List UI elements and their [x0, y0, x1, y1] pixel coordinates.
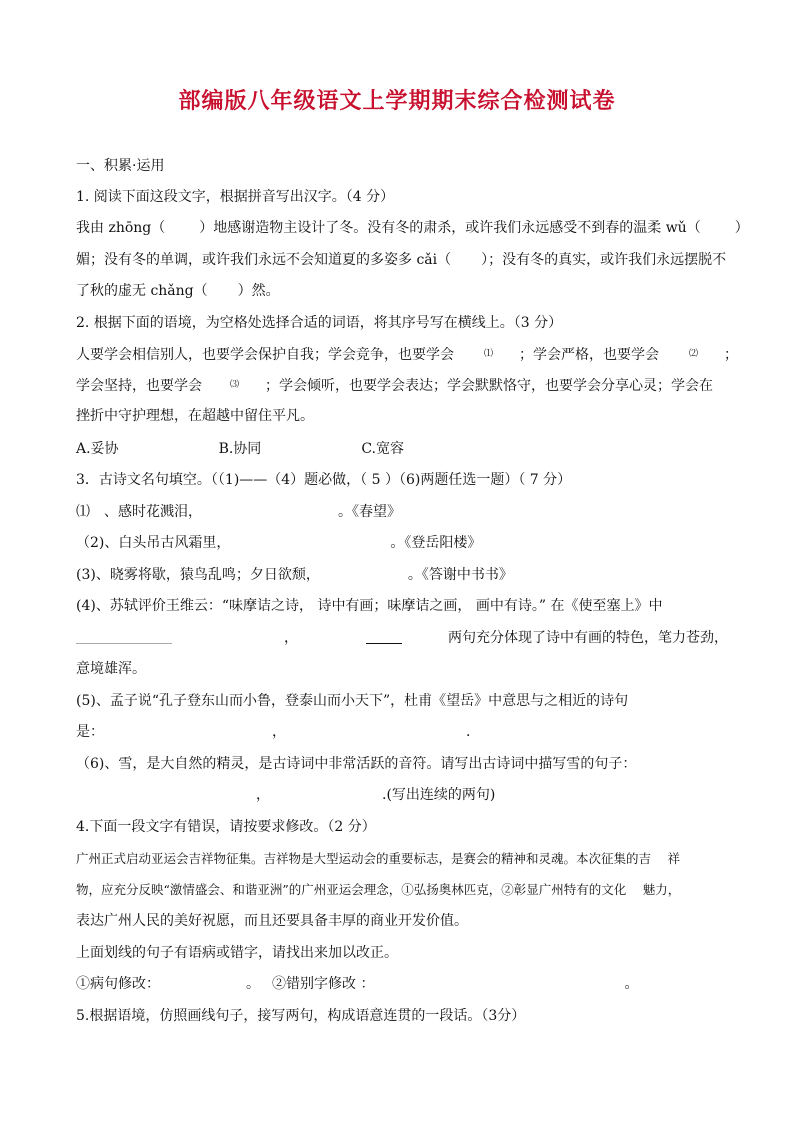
q1-text: 我由 zhōng（: [76, 220, 166, 236]
q5-stem: 5.根据语境，仿照画线句子，接写两句，构成语意连贯的一段话。（3分）: [76, 1008, 526, 1024]
option-c: C.宽容: [361, 441, 404, 457]
q3-item-5-blanks: [76, 722, 726, 742]
q1-text: 了秋的虚无 chǎng（: [76, 283, 208, 299]
q4-instruction: 上面划线的句子有语病或错字，请找出来加以改正。: [76, 945, 398, 961]
q1-stem: 1. 阅读下面这段文字，根据拼音写出汉字。（4 分）: [76, 189, 395, 205]
q3-text: (3)、晓雾将歇，猿鸟乱鸣；夕日欲颓，: [76, 567, 320, 583]
q1-line-2: [76, 250, 726, 270]
q3-text: 。《登岳阳楼》: [390, 535, 482, 551]
q4-answers: [76, 974, 726, 994]
q4-text: 。: [246, 976, 260, 992]
q1-line-3: [76, 281, 726, 301]
q3-item-1: [76, 502, 726, 522]
q3-text: 两句充分体现了诗中有画的特色，笔力苍劲，: [448, 630, 728, 646]
q3-item-2: [76, 533, 726, 553]
q3-item-3: [76, 565, 726, 585]
blank-marker: ⑴: [484, 349, 494, 359]
q2-stem: 2. 根据下面的语境，为空格处选择合适的词语，将其序号写在横线上。（3 分）: [76, 315, 563, 331]
q4-text: 。: [624, 976, 639, 992]
q1-text: ）；没有冬的真实，或许我们永远摆脱不: [481, 252, 727, 268]
option-b: B.协同: [218, 441, 262, 457]
typo-fix-label: ②错别字修改 ：: [272, 976, 375, 992]
q3-text: .: [466, 724, 471, 740]
q2-line-2: [76, 375, 726, 396]
section-heading: 一、积累·运用: [76, 158, 165, 174]
blank-marker: ⑶: [230, 380, 240, 390]
q3-text: 。《答谢中书书》: [407, 567, 513, 583]
q3-stem: 3．古诗文名句填空。（（1)——（4）题必做，（ 5 ）（6)两题任选一题）（ 7 分）: [76, 472, 572, 488]
sentence-fix-label: ①病句修改：: [76, 976, 160, 992]
page-title: 部编版八年级语文上学期期末综合检测试卷: [178, 89, 616, 114]
q3-text: .(写出连续的两句): [382, 787, 496, 803]
q1-text: 媚；没有冬的单调，或许我们永远不会知道夏的多姿多 cǎi（: [76, 252, 452, 268]
q3-item-4-blanks: [76, 628, 726, 648]
q4-paragraph-line: 表达广州人民的美好祝愿，而且还要具备丰厚的商业开发价值。: [76, 913, 468, 929]
q3-item-4-end: 意境雄浑。: [76, 661, 146, 677]
q3-item-5: (5)、孟子说“孔子登东山而小鲁，登泰山而小天下”，杜甫《望岳》中意思与之相近的诗句: [76, 693, 629, 709]
blank-marker: ⑵: [689, 349, 699, 359]
q1-text: ）然。: [237, 283, 280, 299]
answer-blank[interactable]: [366, 629, 402, 644]
q3-text: 。《春望》: [338, 504, 401, 520]
q3-text: ，: [256, 787, 270, 803]
q4-paragraph-line: 广州正式启动亚运会吉祥物征集。吉祥物是大型运动会的重要标志，是赛会的精神和灵魂。本次征集的吉 祥: [76, 851, 680, 866]
q3-text: ，: [272, 724, 286, 740]
q3-text: ⑴ 、感时花溅泪，: [76, 504, 202, 520]
q3-text: （2)、白头吊古风霜里，: [76, 535, 231, 551]
q2-options: [76, 439, 726, 459]
q2-text: 人要学会相信别人，也要学会保护自我；学会竞争，也要学会: [76, 347, 454, 363]
q4-paragraph-line: 物，应充分反映“激情盛会、和谐亚洲”的广州亚运会理念，①弘扬奥林匹克，②彰显广州特有的文化 魅力，: [76, 882, 681, 897]
q3-text: ，: [284, 630, 298, 646]
q2-text: ；: [724, 347, 739, 363]
q3-item-4: (4)、苏轼评价王维云：“味摩诘之诗， 诗中有画；味摩诘之画， 画中有诗。” 在《使至塞上》中: [76, 598, 663, 614]
option-a: A.妥协: [76, 441, 119, 457]
q1-text: ）: [734, 220, 749, 236]
q3-item-6-blanks: [76, 785, 726, 805]
q2-line-3: 挫折中守护理想，在超越中留住平凡。: [76, 408, 314, 424]
q2-text: ；学会严格，也要学会: [519, 347, 660, 363]
q3-text: 是：: [76, 724, 104, 740]
q3-item-6: （6)、雪，是大自然的精灵，是古诗词中非常活跃的音符。请写出古诗词中描写雪的句子：: [76, 756, 637, 772]
q1-line-1: [76, 218, 749, 238]
answer-blank[interactable]: [76, 629, 172, 644]
q4-stem: 4.下面一段文字有错误，请按要求修改。（2 分）: [76, 819, 376, 835]
q1-text: ）地感谢造物主设计了冬。没有冬的肃杀，或许我们永远感受不到春的温柔 wǔ（: [199, 220, 701, 236]
q2-text: ；学会倾听，也要学会表达；学会默默恪守，也要学会分享心灵；学会在: [265, 378, 714, 394]
q2-line-1: [76, 344, 739, 365]
q2-text: 学会坚持，也要学会: [76, 378, 202, 394]
